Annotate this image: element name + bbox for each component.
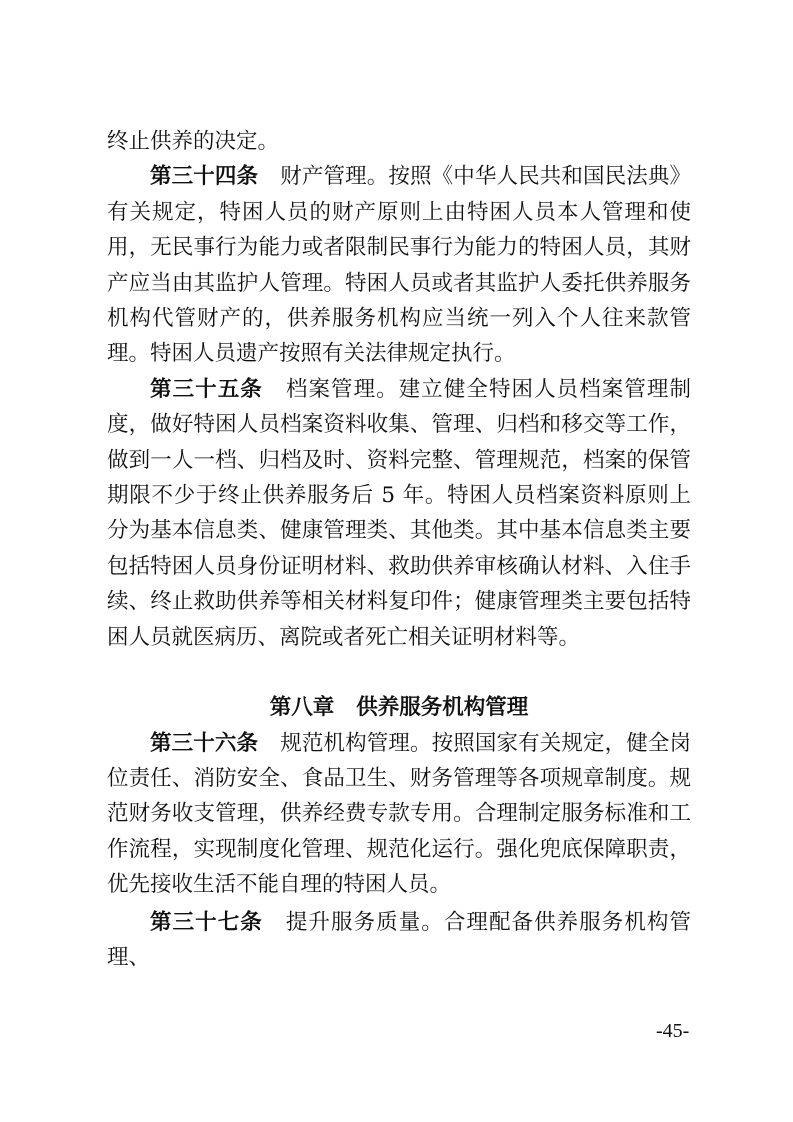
article-text: 规范机构管理。按照国家有关规定，健全岗位责任、消防安全、食品卫生、财务管理等各项规章制度。规范财务收支管理，供养经费专款专用。合理制定服务标准和工作流程，实现制度化管理、规范化运行。强化兜底保障职责，优先接收生活不能自理的特困人员。 bbox=[107, 730, 691, 898]
article-35 bbox=[107, 372, 691, 655]
article-36 bbox=[107, 726, 691, 903]
article-number: 第三十七条 bbox=[150, 909, 263, 935]
article-text: 档案管理。建立健全特困人员档案管理制度，做好特困人员档案资料收集、管理、归档和移交等工作，做到一人一档、归档及时、资料完整、管理规范，档案的保管期限不少于终止供养服务后 5 年。特困人员档案资料原则上分为基本信息类、健康管理类、其他类。其中基本信息类主要包括特困人员身份证明材料、救助供养审核确认材料、入住手续、终止救助供养等相关材料复印件；健康管理类主要包括特困人员就医病历、离院或者死亡相关证明材料等。 bbox=[107, 376, 691, 650]
article-text: 提升服务质量。合理配备供养服务机构管理、 bbox=[107, 909, 691, 970]
article-text: 财产管理。按照《中华人民共和国民法典》有关规定，特困人员的财产原则上由特困人员本人管理和使用，无民事行为能力或者限制民事行为能力的特困人员，其财产应当由其监护人管理。特困人员或者其监护人委托供养服务机构代管财产的，供养服务机构应当统一列入个人往来款管理。特困人员遗产按照有关法律规定执行。 bbox=[107, 164, 691, 367]
document-body bbox=[107, 124, 691, 975]
page-number: -45- bbox=[656, 1020, 690, 1042]
article-34 bbox=[107, 159, 691, 371]
article-number: 第三十六条 bbox=[150, 730, 259, 756]
paragraph-text: 终止供养的决定。 bbox=[107, 129, 280, 154]
paragraph-continuation bbox=[107, 124, 691, 159]
chapter-number: 第八章 bbox=[269, 695, 335, 721]
article-number: 第三十五条 bbox=[150, 376, 263, 402]
chapter-heading bbox=[107, 690, 691, 725]
chapter-title: 供养服务机构管理 bbox=[356, 695, 529, 721]
article-37 bbox=[107, 905, 691, 976]
article-number: 第三十四条 bbox=[150, 164, 259, 190]
